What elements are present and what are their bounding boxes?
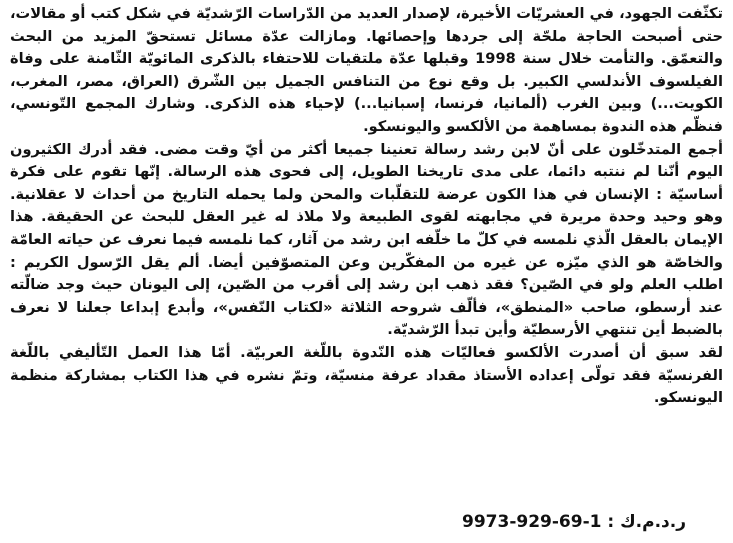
- paragraph-ibn-rushd-message: أجمع المتدخّلون على أنّ لابن رشد رسالة تعنينا جميعا أكثر من أيّ وقت مضى. فقد أدرك الكثيرون اليوم أنّنا لم ننتبه دائما، على مدى تاريخنا الطويل، إلى فحوى هذه الرسالة. إنّها تقوم على فكرة أساسيّة : الإنسان في هذا الكون عرضة للتقلّبات والمحن ولما يحمله التاريخ من أحداث لا عقلانية. وهو وحيد وحدة مريرة في مجابهته لقوى الطبيعة ولا ملاذ له غير العقل للبحث عن الحقيقة. هذا الإيمان بالعقل الّذي نلمسه في كلّ ما خلّفه ابن رشد من آثار، كما نلمسه فيما نعرف عن حياته العامّة والخاصّة هو الذي ميّزه عن غيره من المفكّرين وعن المتصوّفين أيضا. ألم يقل الرّسول الكريم : اطلب العلم ولو في الصّين؟ فقد ذهب ابن رشد إلى أقرب من الصّين، إلى اليونان حيث وجد ضالّته عند أرسطو، صاحب «المنطق»، فألّف شروحه الثلاثة «لكتاب النّفس»، وأبدع إبداعا جعلنا لا نعرف بالضبط أين تنتهي الأرسطيّة وأين تبدأ الرّشديّة.: [10, 140, 723, 339]
- isbn-line: [462, 512, 686, 532]
- paragraph-publication: لقد سبق أن أصدرت الألكسو فعاليّات هذه النّدوة باللّغة العربيّة. أمّا هذا العمل التّأليفي باللّغة الفرنسيّة فقد تولّى إعداده الأستاذ مقداد عرفة منسيّة، وتمّ نشره في هذا الكتاب بمشاركة منظمة اليونسكو.: [10, 343, 723, 407]
- isbn-label: ر.د.م.ك :: [607, 512, 687, 532]
- paragraph-intro: تكثّفت الجهود، في العشريّات الأخيرة، لإصدار العديد من الدّراسات الرّشديّة في شكل كتب أو مقالات، حتى أصبحت الحاجة ملحّة إلى جردها وإحصائها. ومازالت عدّة مسائل تستحقّ المزيد من البحث والتعمّق. والتأمت خلال سنة 1998 وقبلها عدّة ملتقيات للاحتفاء بالذكرى المائويّة الثّامنة على وفاة الفيلسوف الأندلسي الكبير. بل وقع نوع من التنافس الجميل بين الشّرق (العراق، مصر، المغرب، الكويت...) وبين الغرب (ألمانيا، فرنسا، إسبانيا...) لإحياء هذه الذكرى. وشارك المجمع التّونسي، فنظّم هذه الندوة بمساهمة من الألكسو واليونسكو.: [10, 5, 723, 135]
- isbn-number: 9973-929-69-1: [462, 512, 602, 532]
